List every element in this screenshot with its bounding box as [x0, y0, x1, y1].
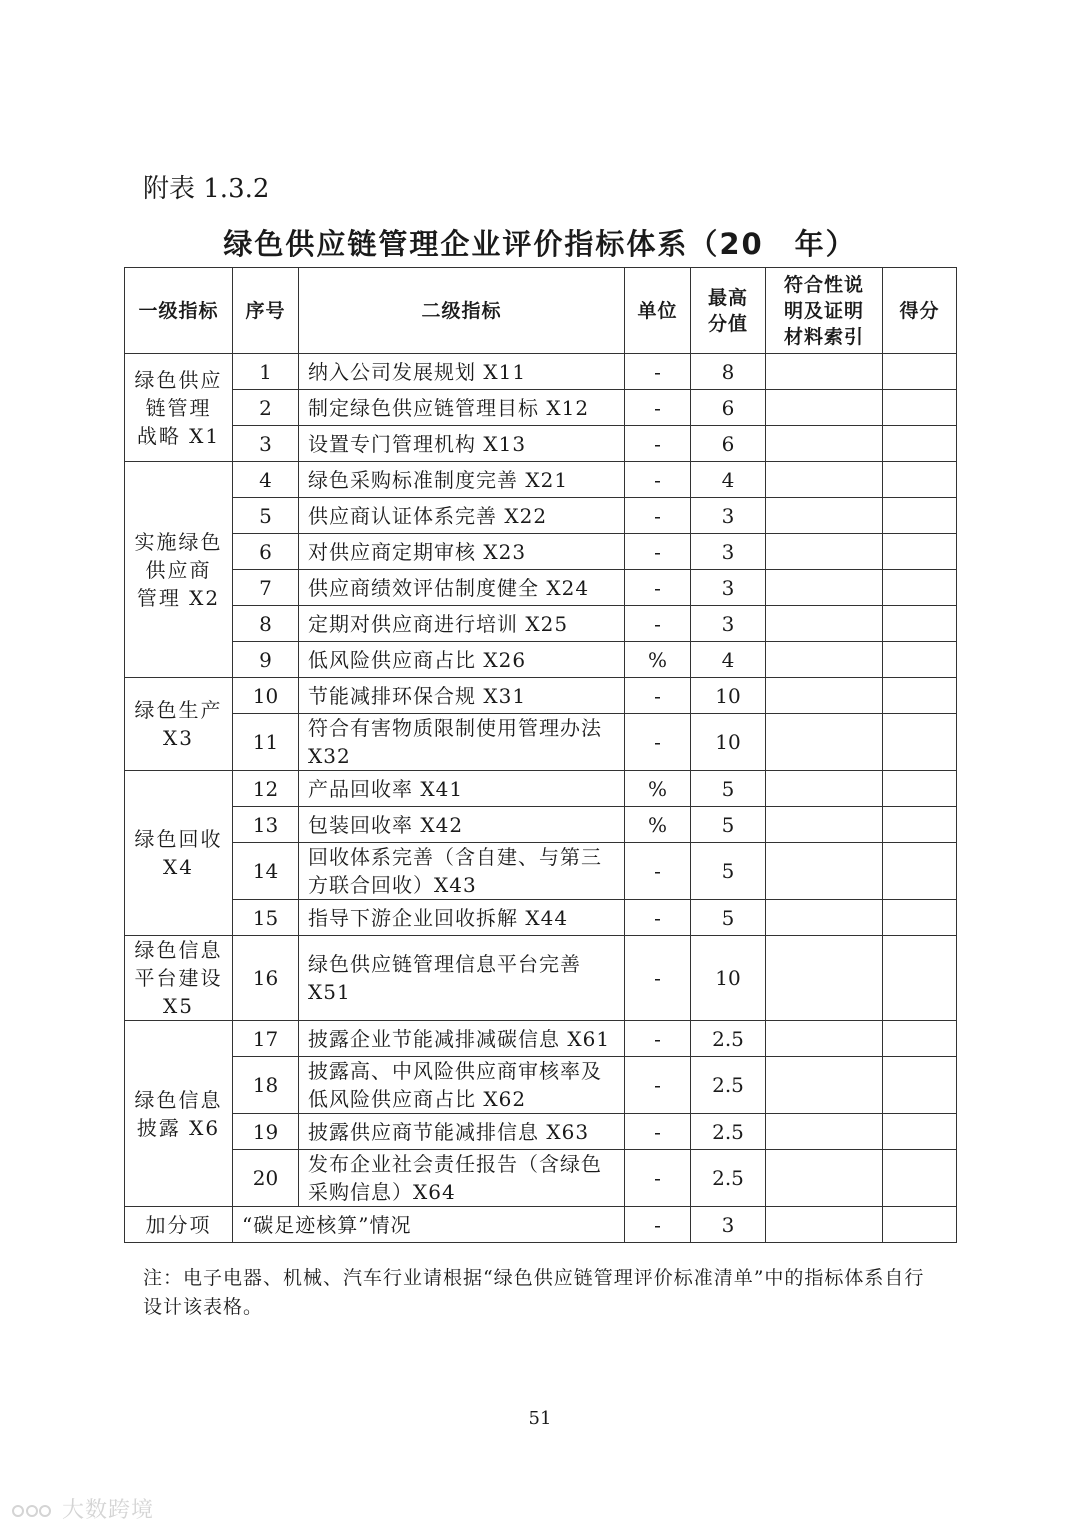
- table-row: [125, 1021, 957, 1057]
- row-max-score: 5: [691, 900, 766, 936]
- row-indicator: 披露企业节能减排减碳信息 X61: [299, 1021, 625, 1057]
- row-indicator: 供应商认证体系完善 X22: [299, 498, 625, 534]
- header-level2: 二级指标: [299, 268, 625, 354]
- indicator-table: [124, 267, 957, 1243]
- row-seq: 12: [233, 771, 299, 807]
- row-seq: 6: [233, 534, 299, 570]
- category-x5: [125, 936, 233, 1021]
- row-max-score: 3: [691, 570, 766, 606]
- category-x2-line3: 管理 X2: [136, 585, 221, 610]
- bonus-unit: -: [625, 1207, 691, 1243]
- table-row: [125, 678, 957, 714]
- header-row: [125, 268, 957, 354]
- row-unit: -: [625, 678, 691, 714]
- row-evidence-cell: [766, 534, 883, 570]
- row-max-score: 5: [691, 843, 766, 900]
- row-indicator: 披露高、中风险供应商审核率及低风险供应商占比 X62: [299, 1057, 625, 1114]
- row-score-cell: [883, 642, 957, 678]
- table-row: [125, 1150, 957, 1207]
- bonus-max-score: 3: [691, 1207, 766, 1243]
- header-score: 得分: [883, 268, 957, 354]
- row-evidence-cell: [766, 390, 883, 426]
- row-score-cell: [883, 606, 957, 642]
- header-evidence-line3: 材料索引: [783, 325, 864, 348]
- row-max-score: 5: [691, 771, 766, 807]
- row-seq: 11: [233, 714, 299, 771]
- table-row: [125, 936, 957, 1021]
- row-max-score: 3: [691, 498, 766, 534]
- row-evidence-cell: [766, 678, 883, 714]
- row-evidence-cell: [766, 354, 883, 390]
- category-x2-line1: 实施绿色: [134, 529, 223, 554]
- table-row: [125, 900, 957, 936]
- header-max: [691, 268, 766, 354]
- row-score-cell: [883, 714, 957, 771]
- table-note: 注：电子电器、机械、汽车行业请根据“绿色供应链管理评价标准清单”中的指标体系自行设计该表格。: [143, 1267, 925, 1318]
- row-score-cell: [883, 771, 957, 807]
- page-number: 51: [528, 1408, 552, 1429]
- watermark-logo-icon: [10, 1499, 54, 1523]
- row-seq: 3: [233, 426, 299, 462]
- row-score-cell: [883, 498, 957, 534]
- row-max-score: 2.5: [691, 1114, 766, 1150]
- row-unit: -: [625, 1021, 691, 1057]
- row-score-cell: [883, 354, 957, 390]
- row-evidence-cell: [766, 1021, 883, 1057]
- category-x4: [125, 771, 233, 936]
- row-unit: -: [625, 1057, 691, 1114]
- row-seq: 4: [233, 462, 299, 498]
- row-score-cell: [883, 1021, 957, 1057]
- row-unit: -: [625, 606, 691, 642]
- category-x3: [125, 678, 233, 771]
- category-x3-line2: X3: [163, 726, 194, 750]
- row-indicator: 符合有害物质限制使用管理办法 X32: [299, 714, 625, 771]
- category-x3-line1: 绿色生产: [134, 698, 223, 722]
- category-x2: [125, 462, 233, 678]
- row-indicator: 对供应商定期审核 X23: [299, 534, 625, 570]
- category-x4-line1: 绿色回收: [134, 827, 223, 851]
- row-max-score: 2.5: [691, 1057, 766, 1114]
- watermark: [10, 1493, 154, 1524]
- row-seq: 8: [233, 606, 299, 642]
- row-indicator: 包装回收率 X42: [299, 807, 625, 843]
- row-evidence-cell: [766, 1150, 883, 1207]
- row-unit: -: [625, 534, 691, 570]
- row-unit: -: [625, 1114, 691, 1150]
- watermark-text: 大数跨境: [62, 1498, 155, 1523]
- row-evidence-cell: [766, 936, 883, 1021]
- table-row: [125, 354, 957, 390]
- header-max-line1: 最高: [707, 286, 748, 309]
- row-seq: 16: [233, 936, 299, 1021]
- row-indicator: 节能减排环保合规 X31: [299, 678, 625, 714]
- category-x1: [125, 354, 233, 462]
- table-row: [125, 843, 957, 900]
- row-indicator: 设置专门管理机构 X13: [299, 426, 625, 462]
- row-evidence-cell: [766, 1114, 883, 1150]
- row-max-score: 3: [691, 606, 766, 642]
- row-unit: -: [625, 354, 691, 390]
- row-score-cell: [883, 936, 957, 1021]
- row-evidence-cell: [766, 498, 883, 534]
- row-evidence-cell: [766, 843, 883, 900]
- row-seq: 18: [233, 1057, 299, 1114]
- header-evidence-line2: 明及证明: [783, 299, 864, 322]
- row-score-cell: [883, 900, 957, 936]
- category-x5-line3: X5: [163, 994, 194, 1018]
- row-seq: 5: [233, 498, 299, 534]
- row-score-cell: [883, 390, 957, 426]
- row-indicator: 披露供应商节能减排信息 X63: [299, 1114, 625, 1150]
- row-unit: %: [625, 771, 691, 807]
- row-seq: 15: [233, 900, 299, 936]
- row-seq: 2: [233, 390, 299, 426]
- row-seq: 14: [233, 843, 299, 900]
- row-seq: 20: [233, 1150, 299, 1207]
- row-max-score: 6: [691, 390, 766, 426]
- row-evidence-cell: [766, 771, 883, 807]
- row-seq: 9: [233, 642, 299, 678]
- row-max-score: 2.5: [691, 1150, 766, 1207]
- row-score-cell: [883, 807, 957, 843]
- table-row: [125, 807, 957, 843]
- row-evidence-cell: [766, 426, 883, 462]
- row-seq: 1: [233, 354, 299, 390]
- row-evidence-cell: [766, 462, 883, 498]
- row-max-score: 5: [691, 807, 766, 843]
- row-seq: 7: [233, 570, 299, 606]
- category-x6-line1: 绿色信息: [134, 1087, 223, 1112]
- row-unit: -: [625, 498, 691, 534]
- category-x5-line1: 绿色信息: [134, 938, 223, 962]
- row-evidence-cell: [766, 606, 883, 642]
- row-indicator: 定期对供应商进行培训 X25: [299, 606, 625, 642]
- table-row: [125, 570, 957, 606]
- table-row: [125, 606, 957, 642]
- row-unit: -: [625, 1150, 691, 1207]
- row-indicator: 供应商绩效评估制度健全 X24: [299, 570, 625, 606]
- row-score-cell: [883, 678, 957, 714]
- row-score-cell: [883, 462, 957, 498]
- header-level1: 一级指标: [125, 268, 233, 354]
- row-indicator: 指导下游企业回收拆解 X44: [299, 900, 625, 936]
- table-row: [125, 771, 957, 807]
- table-row: [125, 534, 957, 570]
- row-indicator: 回收体系完善（含自建、与第三方联合回收）X43: [299, 843, 625, 900]
- category-x4-line2: X4: [163, 855, 194, 879]
- row-indicator: 绿色供应链管理信息平台完善 X51: [299, 936, 625, 1021]
- category-x6-line2: 披露 X6: [136, 1115, 221, 1140]
- row-unit: -: [625, 936, 691, 1021]
- row-indicator: 制定绿色供应链管理目标 X12: [299, 390, 625, 426]
- row-max-score: 6: [691, 426, 766, 462]
- row-score-cell: [883, 1114, 957, 1150]
- row-unit: -: [625, 843, 691, 900]
- category-x2-line2: 供应商: [145, 557, 212, 582]
- header-seq: 序号: [233, 268, 299, 354]
- category-x1-line1: 绿色供应: [134, 367, 223, 392]
- row-evidence-cell: [766, 900, 883, 936]
- table-row: [125, 642, 957, 678]
- category-x6: [125, 1021, 233, 1207]
- table-row: [125, 1114, 957, 1150]
- row-score-cell: [883, 1150, 957, 1207]
- bonus-evidence-cell: [766, 1207, 883, 1243]
- row-evidence-cell: [766, 642, 883, 678]
- page-title: 绿色供应链管理企业评价指标体系（20 年）: [223, 227, 857, 261]
- header-max-line2: 分值: [707, 312, 748, 335]
- row-max-score: 8: [691, 354, 766, 390]
- row-unit: -: [625, 570, 691, 606]
- row-evidence-cell: [766, 570, 883, 606]
- row-unit: -: [625, 714, 691, 771]
- row-evidence-cell: [766, 1057, 883, 1114]
- row-max-score: 4: [691, 642, 766, 678]
- row-score-cell: [883, 426, 957, 462]
- row-unit: %: [625, 807, 691, 843]
- row-unit: -: [625, 426, 691, 462]
- row-unit: -: [625, 462, 691, 498]
- row-max-score: 4: [691, 462, 766, 498]
- header-unit: 单位: [625, 268, 691, 354]
- row-indicator: 发布企业社会责任报告（含绿色采购信息）X64: [299, 1150, 625, 1207]
- row-score-cell: [883, 534, 957, 570]
- row-max-score: 10: [691, 936, 766, 1021]
- row-evidence-cell: [766, 807, 883, 843]
- table-row: [125, 498, 957, 534]
- row-seq: 13: [233, 807, 299, 843]
- table-row: [125, 462, 957, 498]
- table-row: [125, 714, 957, 771]
- bonus-label: 加分项: [125, 1207, 233, 1243]
- category-x1-line3: 战略 X1: [136, 423, 221, 448]
- bonus-row: [125, 1207, 957, 1243]
- row-indicator: 绿色采购标准制度完善 X21: [299, 462, 625, 498]
- row-unit: -: [625, 900, 691, 936]
- row-unit: %: [625, 642, 691, 678]
- category-x1-line2: 链管理: [145, 395, 212, 420]
- row-seq: 19: [233, 1114, 299, 1150]
- row-score-cell: [883, 843, 957, 900]
- bonus-indicator: “碳足迹核算”情况: [233, 1207, 625, 1243]
- row-seq: 17: [233, 1021, 299, 1057]
- row-indicator: 低风险供应商占比 X26: [299, 642, 625, 678]
- row-score-cell: [883, 570, 957, 606]
- row-unit: -: [625, 390, 691, 426]
- row-score-cell: [883, 1057, 957, 1114]
- row-max-score: 3: [691, 534, 766, 570]
- row-max-score: 10: [691, 714, 766, 771]
- header-evidence-line1: 符合性说: [783, 273, 864, 296]
- table-row: [125, 426, 957, 462]
- table-row: [125, 390, 957, 426]
- table-row: [125, 1057, 957, 1114]
- row-seq: 10: [233, 678, 299, 714]
- category-x5-line2: 平台建设: [134, 966, 223, 990]
- row-max-score: 10: [691, 678, 766, 714]
- row-max-score: 2.5: [691, 1021, 766, 1057]
- row-indicator: 产品回收率 X41: [299, 771, 625, 807]
- appendix-label: 附表 1.3.2: [143, 174, 270, 204]
- bonus-score-cell: [883, 1207, 957, 1243]
- row-evidence-cell: [766, 714, 883, 771]
- header-evidence: [766, 268, 883, 354]
- row-indicator: 纳入公司发展规划 X11: [299, 354, 625, 390]
